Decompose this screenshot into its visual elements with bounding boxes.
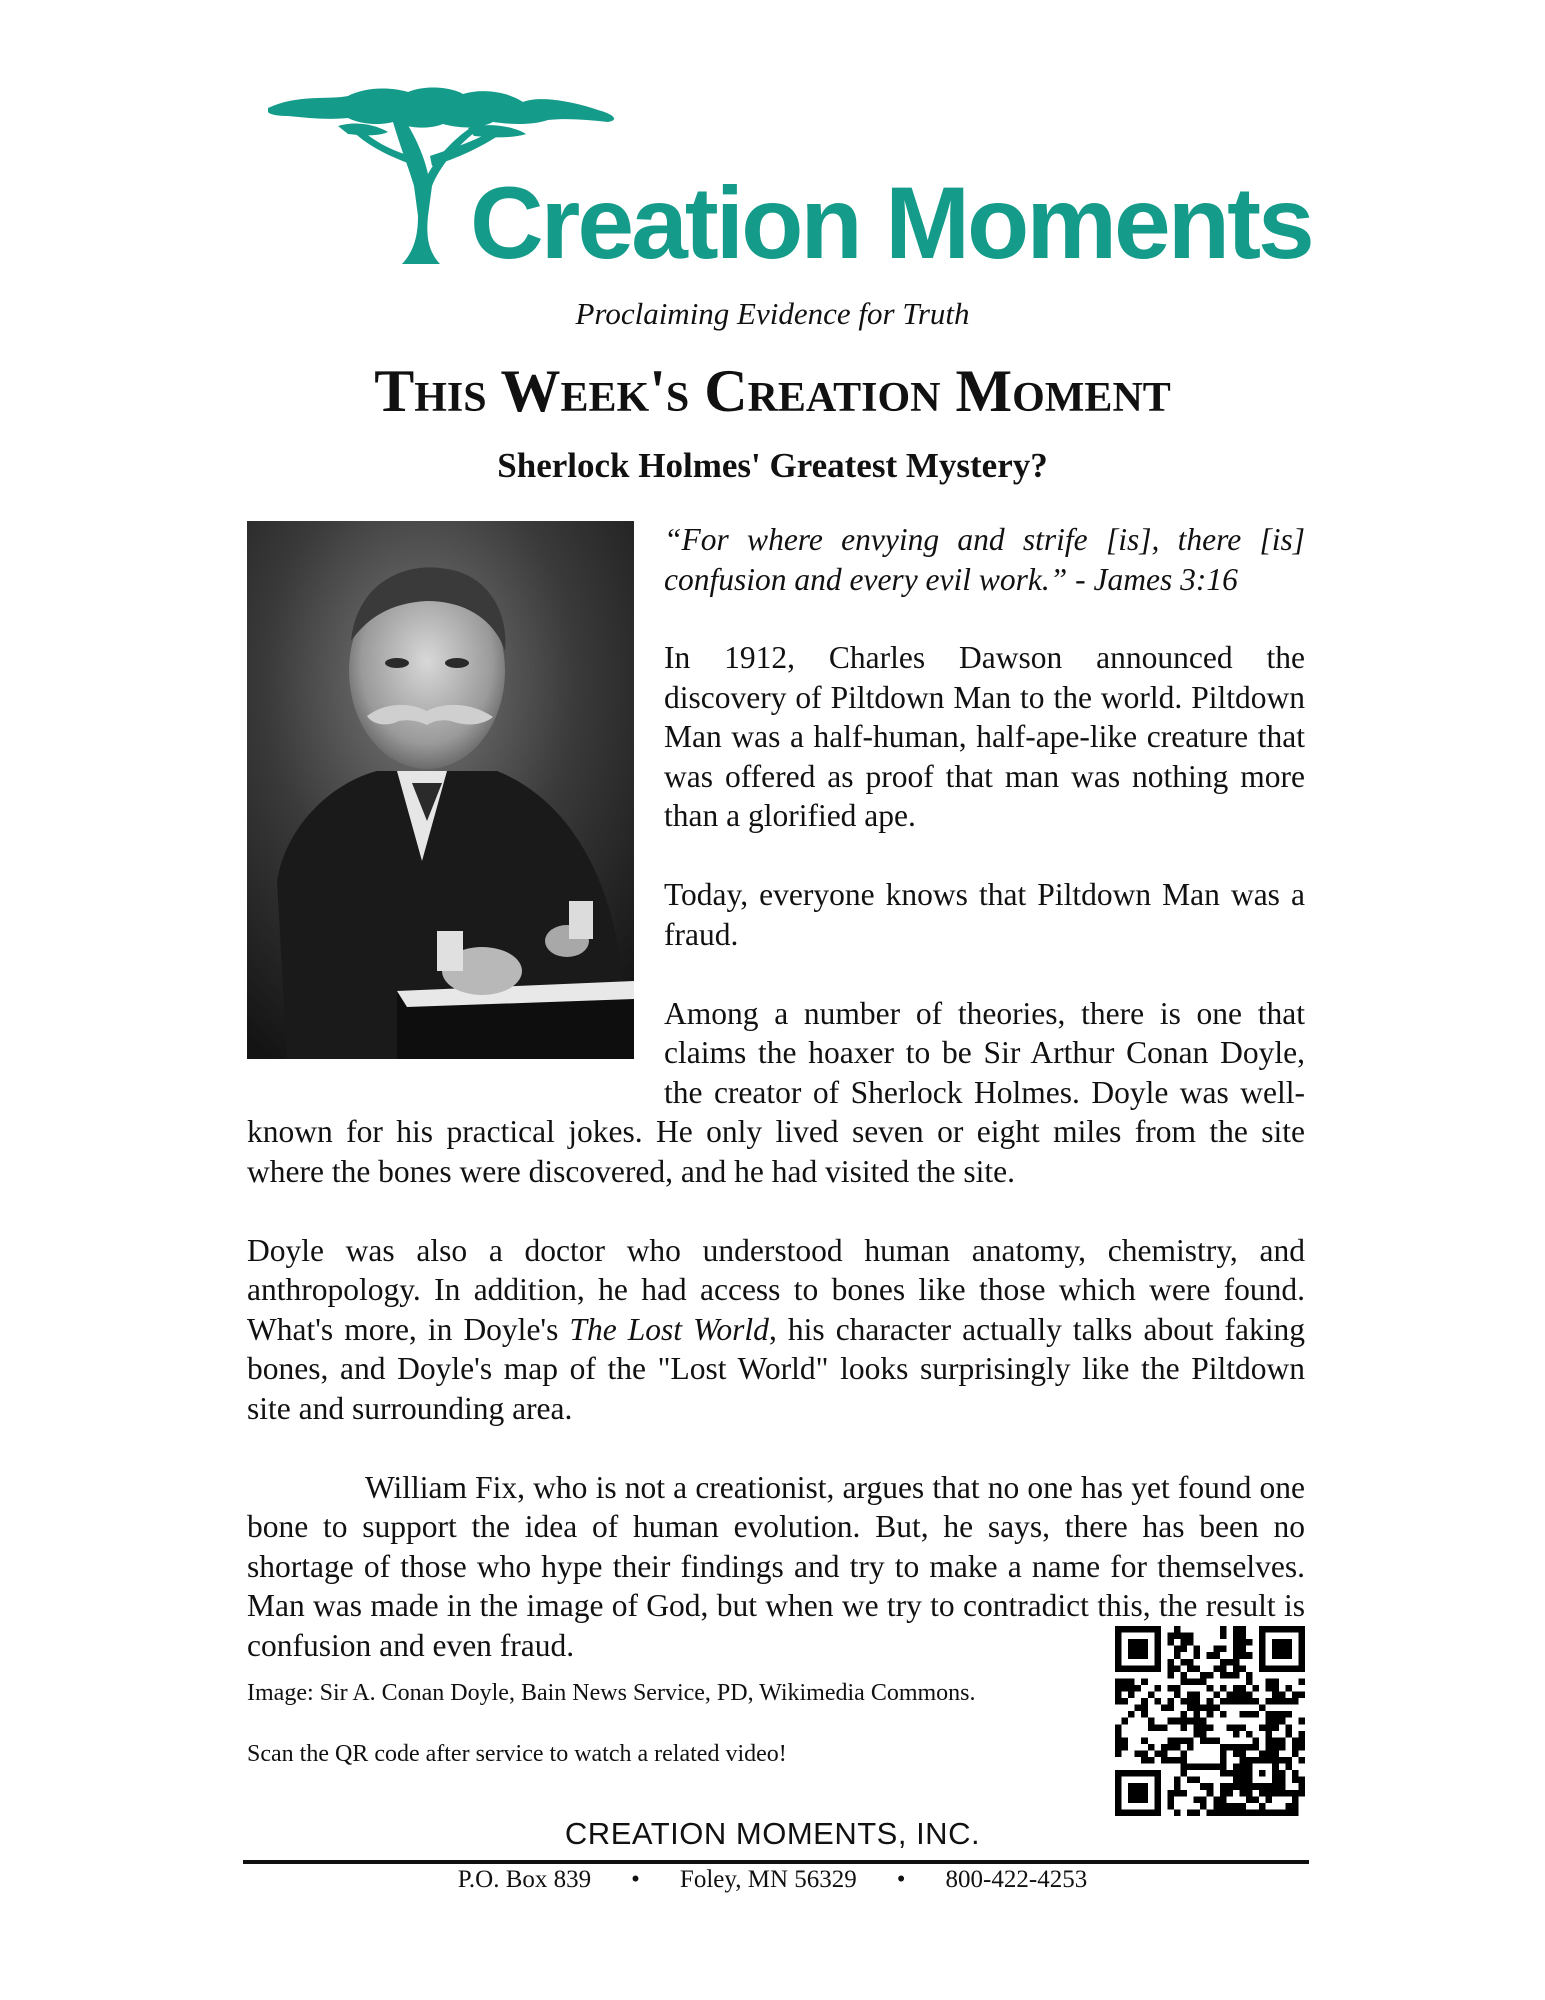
paragraph-3: Among a number of theories, there is one that claims the hoaxer to be Sir Arthur Conan Doyle, the creator of Sherlock Holmes. Doyle was well-known for his practical jokes. He only lived seven or eight miles from the site where the bones were discovered, and he had visited the site. [247, 995, 1305, 1189]
qr-instructions: Scan the QR code after service to watch a related video! [247, 1741, 787, 1767]
footer-divider [243, 1860, 1309, 1864]
article-title: Sherlock Holmes' Greatest Mystery? [497, 446, 1048, 485]
qr-code-icon[interactable] [1115, 1626, 1305, 1816]
separator: • [631, 1866, 640, 1893]
brand-name: Creation Moments [470, 166, 1312, 280]
city: Foley, MN 56329 [679, 1866, 857, 1893]
footer-address [0, 1866, 1545, 1894]
book-title: The Lost World [569, 1311, 769, 1347]
paragraph-4: Doyle was also a doctor who understood human anatomy, chemistry, and anthropology. In addition, he had access to bones like those which were found. What's more, in Doyle's The Lost World, his character actually talks about faking bones, and Doyle's map of the "Lost World" looks surprisingly like the Piltdown site and surrounding area. [247, 1232, 1305, 1426]
paragraph-2: Today, everyone knows that Piltdown Man was a fraud. [664, 877, 1305, 952]
footer-company-name: CREATION MOMENTS, INC. [564, 1816, 981, 1851]
paragraph-1: In 1912, Charles Dawson announced the discovery of Piltdown Man to the world. Piltdown Man was a half-human, half-ape-like creature that was offered as proof that man was nothing more than a glorified ape. [664, 640, 1305, 833]
separator: • [896, 1866, 906, 1893]
page-title: This Week's Creation Moment [374, 358, 1171, 424]
phone: 800-422-4253 [945, 1866, 1088, 1893]
tagline: Proclaiming Evidence for Truth [575, 296, 970, 331]
bible-verse: “For where envying and strife [is], there [is] confusion and every evil work.” - James 3:16 [664, 522, 1305, 597]
paragraph-5: William Fix, who is not a creationist, argues that no one has yet found one bone to support the idea of human evolution. But, he says, there has been no shortage of those who hype their findings and try to make a name for themselves. Man was made in the image of God, but when we try to contradict this, the result is confusion and even fraud. [247, 1469, 1305, 1663]
image-caption: Image: Sir A. Conan Doyle, Bain News Service, PD, Wikimedia Commons. [247, 1680, 976, 1706]
po-box: P.O. Box 839 [457, 1866, 592, 1893]
article-body [247, 520, 1305, 1705]
